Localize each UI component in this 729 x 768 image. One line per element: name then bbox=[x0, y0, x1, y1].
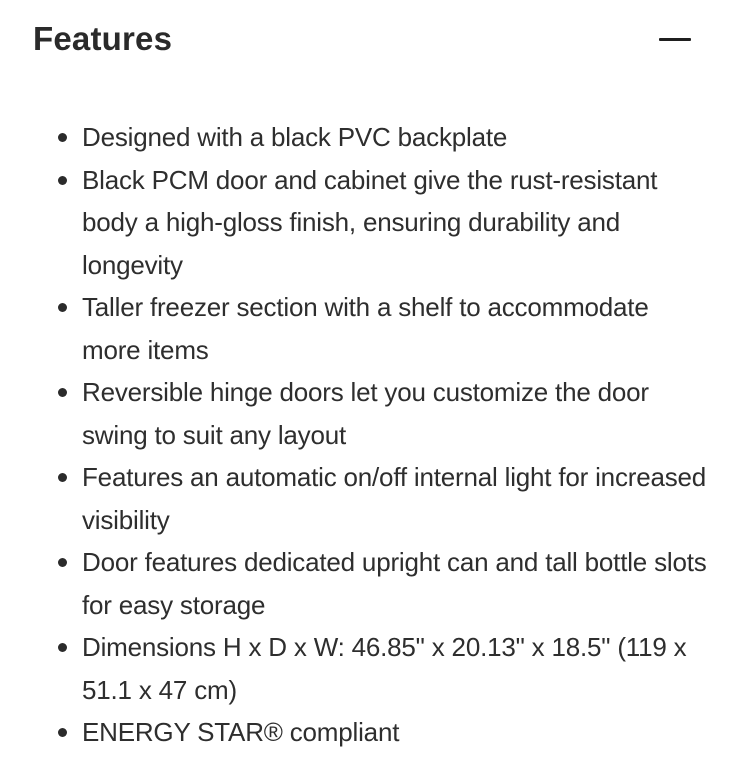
bullet-icon bbox=[58, 303, 67, 312]
feature-item bbox=[0, 541, 729, 626]
feature-item bbox=[0, 456, 729, 541]
feature-text: Dimensions H x D x W: 46.85" x 20.13" x 18.5" (119 x 51.1 x 47 cm) bbox=[82, 632, 687, 705]
feature-text: Taller freezer section with a shelf to accommodate more items bbox=[82, 292, 649, 365]
feature-text: Black PCM door and cabinet give the rust-resistant body a high-gloss finish, ensuring durability and longevity bbox=[82, 164, 658, 280]
feature-item bbox=[0, 159, 729, 287]
feature-list bbox=[0, 116, 729, 754]
feature-item bbox=[0, 371, 729, 456]
bullet-icon bbox=[58, 176, 67, 185]
minus-icon[interactable] bbox=[657, 26, 693, 52]
bullet-icon bbox=[58, 558, 67, 567]
section-title: Features bbox=[33, 20, 173, 57]
feature-item bbox=[0, 116, 729, 159]
feature-text: Door features dedicated upright can and tall bottle slots for easy storage bbox=[82, 547, 707, 620]
features-accordion-header[interactable] bbox=[0, 0, 729, 84]
feature-text: Designed with a black PVC backplate bbox=[82, 122, 508, 152]
bullet-icon bbox=[58, 728, 67, 737]
feature-text: Features an automatic on/off internal light for increased visibility bbox=[82, 462, 707, 535]
feature-item bbox=[0, 711, 729, 754]
feature-text: Reversible hinge doors let you customize the door swing to suit any layout bbox=[82, 377, 649, 450]
feature-text: ENERGY STAR® compliant bbox=[82, 717, 400, 747]
bullet-icon bbox=[58, 473, 67, 482]
feature-item bbox=[0, 626, 729, 711]
feature-item bbox=[0, 286, 729, 371]
bullet-icon bbox=[58, 643, 67, 652]
bullet-icon bbox=[58, 388, 67, 397]
bullet-icon bbox=[58, 133, 67, 142]
